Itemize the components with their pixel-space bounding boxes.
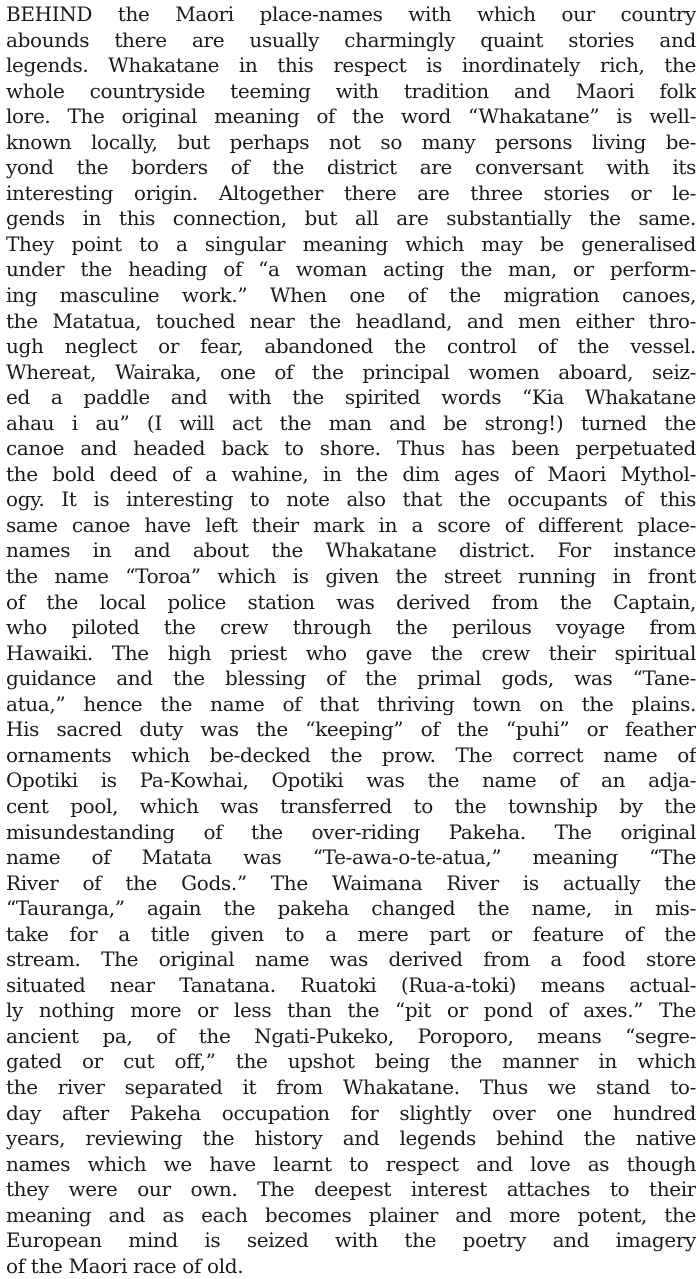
- article-line: under the heading of “a woman acting the man, or perform-: [6, 257, 696, 282]
- article-line: of the local police station was derived from the Captain,: [6, 589, 696, 614]
- article-line: ogy. It is interesting to note also that the occupants of this: [6, 487, 696, 512]
- article-line: ly nothing more or less than the “pit or pond of axes.” The: [6, 998, 696, 1023]
- article-line: interesting origin. Altogether there are three stories or le-: [6, 180, 696, 205]
- article-line: ed a paddle and with the spirited words “Kia Whakatane: [6, 385, 696, 410]
- article-line: atua,” hence the name of that thriving town on the plains.: [6, 691, 696, 716]
- article-line: His sacred duty was the “keeping” of the “puhi” or feather: [6, 717, 696, 742]
- article-line: Hawaiki. The high priest who gave the crew their spiritual: [6, 640, 696, 665]
- article-line: abounds there are usually charmingly quaint stories and: [6, 27, 696, 52]
- article-line: misundestanding of the over-riding Pakeha. The original: [6, 819, 696, 844]
- article-line: the name “Toroa” which is given the street running in front: [6, 564, 696, 589]
- article-line: ancient pa, of the Ngati-Pukeko, Poroporo, means “segre-: [6, 1023, 696, 1048]
- article-line: of the Maori race of old.: [6, 1253, 244, 1278]
- article-line: name of Matata was “Te-awa-o-te-atua,” meaning “The: [6, 845, 696, 870]
- article-line: BEHIND the Maori place-names with which our country: [6, 2, 696, 26]
- article-line: stream. The original name was derived from a food store: [6, 947, 696, 972]
- article-line: ing masculine work.” When one of the migration canoes,: [6, 283, 696, 308]
- article-line: whole countryside teeming with tradition and Maori folk: [6, 78, 696, 103]
- article-line: names which we have learnt to respect and love as though: [6, 1151, 696, 1176]
- article-line: known locally, but perhaps not so many persons living be-: [6, 129, 696, 154]
- article-line: gends in this connection, but all are substantially the same.: [6, 206, 696, 231]
- article-line: take for a title given to a mere part or feature of the: [6, 921, 696, 946]
- article-line: names in and about the Whakatane district. For instance: [6, 538, 696, 563]
- article-line: European mind is seized with the poetry and imagery: [6, 1228, 696, 1253]
- article-line: Opotiki is Pa-Kowhai, Opotiki was the name of an adja-: [6, 768, 696, 793]
- article-line: cent pool, which was transferred to the township by the: [6, 793, 696, 818]
- article-line: yond the borders of the district are conversant with its: [6, 155, 696, 180]
- article-body: [6, 2, 696, 1279]
- article-line: the Matatua, touched near the headland, and men either thro-: [6, 308, 696, 333]
- article-line: ornaments which be-decked the prow. The correct name of: [6, 742, 696, 767]
- article-line: years, reviewing the history and legends behind the native: [6, 1126, 696, 1151]
- article-line: meaning and as each becomes plainer and more potent, the: [6, 1202, 696, 1227]
- article-line: Whereat, Wairaka, one of the principal women aboard, seiz-: [6, 359, 696, 384]
- article-line: the bold deed of a wahine, in the dim ages of Maori Mythol-: [6, 461, 696, 486]
- article-line: “Tauranga,” again the pakeha changed the name, in mis-: [6, 896, 696, 921]
- article-line: lore. The original meaning of the word “Whakatane” is well-: [6, 104, 696, 129]
- article-line: ahau i au” (I will act the man and be strong!) turned the: [6, 410, 696, 435]
- article-line: same canoe have left their mark in a score of different place-: [6, 512, 696, 537]
- article-line: ugh neglect or fear, abandoned the control of the vessel.: [6, 334, 696, 359]
- article-line: canoe and headed back to shore. Thus has been perpetuated: [6, 436, 696, 461]
- article-line: the river separated it from Whakatane. Thus we stand to-: [6, 1074, 696, 1099]
- article-line: day after Pakeha occupation for slightly over one hundred: [6, 1100, 696, 1125]
- article-line: situated near Tanatana. Ruatoki (Rua-a-toki) means actual-: [6, 972, 696, 997]
- article-line: gated or cut off,” the upshot being the manner in which: [6, 1049, 696, 1074]
- article-line: guidance and the blessing of the primal gods, was “Tane-: [6, 666, 696, 691]
- article-line: River of the Gods.” The Waimana River is actually the: [6, 870, 696, 895]
- article-line: They point to a singular meaning which may be generalised: [6, 231, 696, 256]
- article-line: who piloted the crew through the perilous voyage from: [6, 615, 696, 640]
- article-line: they were our own. The deepest interest attaches to their: [6, 1177, 696, 1202]
- article-line: legends. Whakatane in this respect is inordinately rich, the: [6, 53, 696, 78]
